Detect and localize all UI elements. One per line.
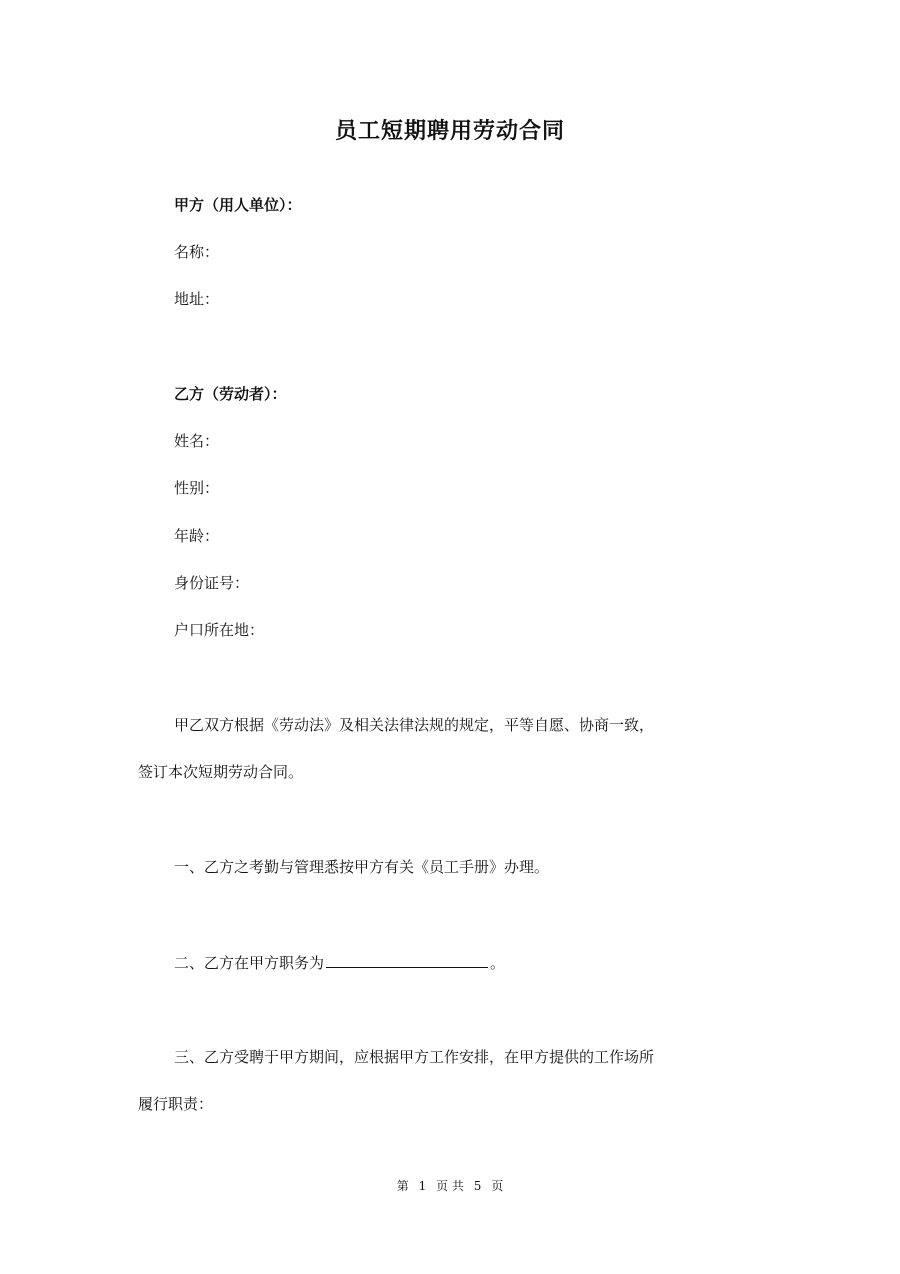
clause-1: 一、乙方之考勤与管理悉按甲方有关《员工手册》办理。 <box>174 858 550 876</box>
footer-prefix: 第 <box>396 1179 409 1193</box>
clause-3-line-2: 履行职责： <box>138 1095 214 1113</box>
party-a-name-field: 名称： <box>174 243 220 261</box>
clause-2-end: 。 <box>490 954 506 972</box>
footer-suffix: 页 <box>491 1179 504 1193</box>
party-b-heading: 乙方（劳动者）： <box>174 385 287 403</box>
party-b-hukou-field: 户口所在地： <box>174 621 265 639</box>
party-a-heading: 甲方（用人单位）： <box>174 196 302 214</box>
party-b-gender-field: 性别： <box>174 479 220 497</box>
clause-2-text: 二、乙方在甲方职务为 <box>174 954 325 972</box>
preamble-line-2: 签订本次短期劳动合同。 <box>138 763 304 781</box>
party-b-name-field: 姓名： <box>174 432 220 450</box>
party-b-id-field: 身份证号： <box>174 574 250 592</box>
footer-mid: 页 共 <box>436 1179 464 1193</box>
page-title: 员工短期聘用劳动合同 <box>334 119 565 144</box>
position-blank-line <box>326 952 488 968</box>
clause-3-line-1: 三、乙方受聘于甲方期间，应根据甲方工作安排，在甲方提供的工作场所 <box>174 1048 655 1066</box>
party-a-address-field: 地址： <box>174 290 220 308</box>
preamble-line-1: 甲乙双方根据《劳动法》及相关法律法规的规定，平等自愿、协商一致， <box>174 716 655 734</box>
clause-2 <box>174 952 505 973</box>
page-footer <box>0 1178 900 1194</box>
footer-page-number: 1 <box>418 1179 427 1193</box>
footer-total-pages: 5 <box>473 1179 482 1193</box>
party-b-age-field: 年龄： <box>174 527 220 545</box>
